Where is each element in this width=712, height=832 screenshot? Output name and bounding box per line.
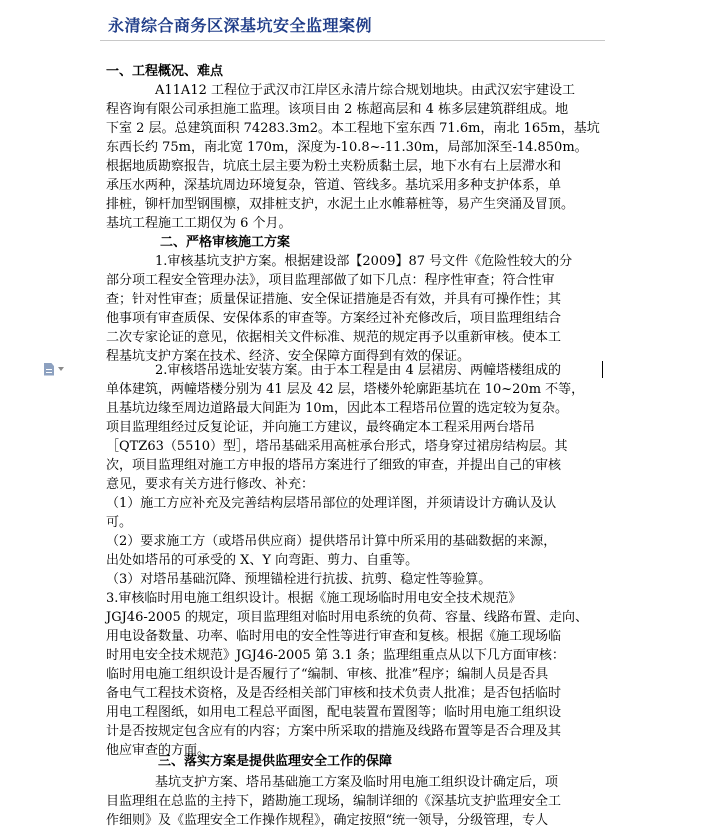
heading-line: 一、工程概况、难点 <box>106 64 224 79</box>
title-divider <box>100 40 605 41</box>
text-line: 且基坑边缘至周边道路最大间距为 10m，因此本工程塔吊位置的选定较为复杂。 <box>106 401 569 416</box>
text-line: 程咨询有限公司承担施工监理。该项目由 2 栋超高层和 4 栋多层建筑群组成。地 <box>106 102 569 117</box>
text-line: 可。 <box>106 515 133 530</box>
text-line: （1）施工方应补充及完善结构层塔吊部位的处理详图，并须请设计方确认及认 <box>106 496 557 511</box>
text-line: 临时用电施工组织设计是否履行了“编制、审核、批准”程序；编制人员是否具 <box>106 667 549 682</box>
paragraph-options[interactable] <box>44 362 72 376</box>
text-line: 出处如塔吊的可承受的 X、Y 向弯距、剪力、自重等。 <box>106 553 419 568</box>
heading-line: 二、严格审核施工方案 <box>160 235 291 250</box>
text-line: 项目监理组经过反复论证，并向施工方建议，最终确定本工程采用两台塔吊 <box>106 420 536 435</box>
text-line: 基坑工程施工工期仅为 6 个月。 <box>106 216 292 231</box>
text-line: （2）要求施工方（或塔吊供应商）提供塔吊计算中所采用的基础数据的来源， <box>106 534 557 549</box>
text-line: 次，项目监理组对施工方申报的塔吊方案进行了细致的审查，并提出自己的审核 <box>106 458 562 473</box>
text-line: 基坑支护方案、塔吊基础施工方案及临时用电施工组织设计确定后，项 <box>155 775 559 790</box>
text-line: JGJ46-2005 的规定，项目监理组对临时用电系统的负荷、容量、线路布置、走向、 <box>106 610 588 625</box>
text-line: 排桩，铆杆加型钢围檩，双排桩支护，水泥土止水帷幕桩等，易产生突涌及冒顶。 <box>106 197 575 212</box>
text-line: 目监理组在总监的主持下，踏勘施工现场，编制详细的《深基坑支护监理安全工 <box>106 794 562 809</box>
text-line: A11A12 工程位于武汉市江岸区永清片综合规划地块。由武汉宏宇建设工 <box>155 83 575 98</box>
text-line: 计是否按规定包含应有的内容；方案中所采取的措施及线路布置等是否合理及其 <box>106 724 562 739</box>
text-line: 用电工程图纸，如用电工程总平面图，配电装置布置图等；临时用电施工组织设 <box>106 705 562 720</box>
text-line: 备电气工程技术资格，及是否经相关部门审核和技术负责人批准；是否包括临时 <box>106 686 562 701</box>
text-line: 部分项工程安全管理办法》，项目监理部做了如下几点：程序性审查；符合性审 <box>106 273 555 288</box>
chevron-down-icon <box>58 367 64 371</box>
text-line: 承压水两种，深基坑周边环境复杂，管道、管线多。基坑采用多种支护体系，单 <box>106 178 562 193</box>
text-line: 查；针对性审查；质量保证措施、安全保证措施是否有效，并具有可操作性；其 <box>106 292 562 307</box>
text-line: 1.审核基坑支护方案。根据建设部【2009】87 号文件《危险性较大的分 <box>155 254 573 269</box>
text-line: 2.审核塔吊选址安装方案。由于本工程是由 4 层裙房、两幢塔楼组成的 <box>155 363 561 378</box>
text-line: 单体建筑，两幢塔楼分别为 41 层及 42 层，塔楼外轮廓距基坑在 10~20m 不等， <box>106 382 585 397</box>
text-line: 作细则》及《监理安全工作操作规程》，确定按照“统一领导，分级管理，专人 <box>106 813 549 828</box>
text-line: 用电设备数量、功率、临时用电的安全性等进行审查和复核。根据《施工现场临 <box>106 629 562 644</box>
text-line: 程基坑支护方案在技术、经济、安全保障方面得到有效的保证。 <box>106 349 471 364</box>
text-line: 下室 2 层。总建筑面积 74283.3m2。本工程地下室东西 71.6m，南北 165m，基坑 <box>106 121 600 136</box>
text-line: ［QTZ63（5510）型］，塔吊基础采用高桩承台形式，塔身穿过裙房结构层。其 <box>106 439 568 454</box>
text-line: 东西长约 75m，南北宽 170m，深度为-10.8~-11.30m，局部加深至-14.850m。 <box>106 140 588 155</box>
text-line: 他事项有审查质保、安保体系的审查等。方案经过补充修改后，项目监理组结合 <box>106 311 562 326</box>
text-line: 二次专家论证的意见，依据相关文件标准、规范的规定再予以重新审核。使本工 <box>106 330 562 345</box>
text-line: 根据地质勘察报告，坑底土层主要为粉土夹粉质黏土层，地下水有右上层滞水和 <box>106 159 562 174</box>
document-title: 永清综合商务区深基坑安全监理案例 <box>108 16 373 35</box>
text-line: 时用电安全技术规范》JGJ46-2005 第 3.1 条；监理组重点从以下几方面审核： <box>106 648 565 663</box>
heading-line: 三、落实方案是提供监理安全工作的保障 <box>158 754 393 769</box>
text-line: 意见，要求有关方进行修改、补充： <box>106 477 315 492</box>
text-line: （3）对塔吊基础沉降、预埋锚栓进行抗拔、抗剪、稳定性等验算。 <box>106 572 492 587</box>
text-line: 3.审核临时用电施工组织设计。根据《施工现场临时用电安全技术规范》 <box>106 591 522 606</box>
document-icon <box>44 363 54 376</box>
text-line: 他应审查的方面。 <box>106 743 211 758</box>
